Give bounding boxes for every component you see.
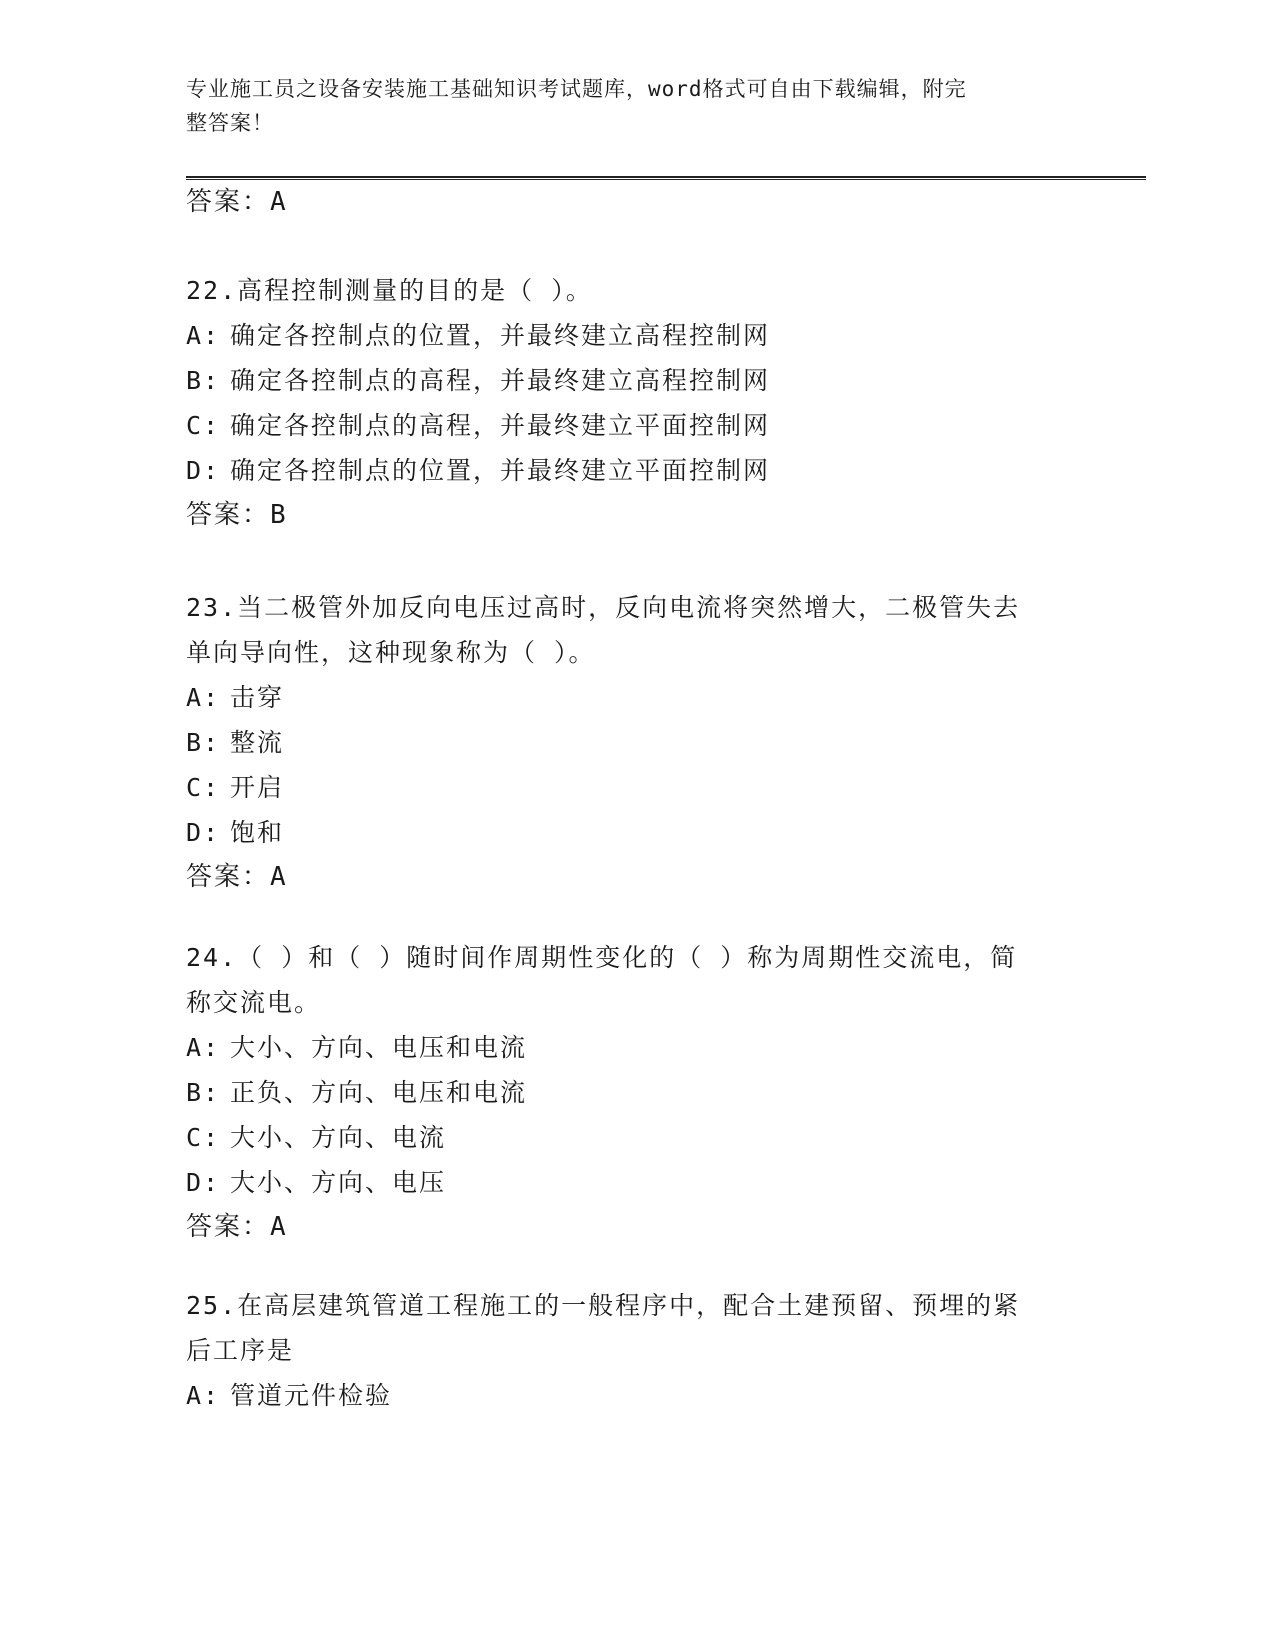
question-text-cont: 单向导向性，这种现象称为（ ）。 [186, 638, 596, 667]
answer-line [186, 180, 1086, 225]
option-letter: A: [186, 683, 221, 712]
option-text: 确定各控制点的高程，并最终建立高程控制网 [230, 366, 771, 395]
option-letter: B: [186, 366, 221, 395]
answer-value: A [270, 187, 288, 217]
answer-line [186, 1205, 1086, 1250]
option-b [186, 358, 1086, 403]
option-letter: D: [186, 818, 221, 847]
question-text-cont: 称交流电。 [186, 988, 322, 1017]
option-letter: C: [186, 411, 221, 440]
document-header [186, 72, 1066, 140]
option-d [186, 810, 1086, 855]
option-letter: B: [186, 728, 221, 757]
option-text: 确定各控制点的位置，并最终建立平面控制网 [230, 456, 771, 485]
question-text: 24.（ ）和（ ）随时间作周期性变化的（ ）称为周期性交流电，简 [186, 943, 1018, 972]
option-text: 击穿 [230, 683, 285, 712]
option-letter: C: [186, 773, 221, 802]
option-text: 整流 [230, 728, 285, 757]
option-letter: A: [186, 321, 221, 350]
answer-label: 答案： [186, 500, 271, 530]
option-letter: C: [186, 1123, 221, 1152]
answer-value: A [270, 862, 288, 892]
option-text: 大小、方向、电压 [230, 1168, 447, 1197]
header-line-1: 专业施工员之设备安装施工基础知识考试题库，word格式可自由下载编辑，附完 [186, 77, 967, 101]
option-d [186, 1160, 1086, 1205]
question-text-cont: 后工序是 [186, 1336, 295, 1365]
option-text: 大小、方向、电流 [230, 1123, 447, 1152]
option-c [186, 403, 1086, 448]
option-text: 正负、方向、电压和电流 [230, 1078, 528, 1107]
question-text: 22.高程控制测量的目的是（ ）。 [186, 276, 593, 305]
option-text: 饱和 [230, 818, 285, 847]
answer-value: A [270, 1212, 288, 1242]
answer-label: 答案： [186, 1212, 271, 1242]
question-text: 25.在高层建筑管道工程施工的一般程序中，配合土建预留、预埋的紧 [186, 1291, 1021, 1320]
question-25 [186, 1283, 1086, 1418]
option-b [186, 720, 1086, 765]
option-c [186, 765, 1086, 810]
answer-label: 答案： [186, 187, 271, 217]
previous-answer [186, 180, 1086, 225]
option-b [186, 1070, 1086, 1115]
question-text: 23.当二极管外加反向电压过高时，反向电流将突然增大，二极管失去 [186, 593, 1021, 622]
option-letter: A: [186, 1381, 221, 1410]
option-c [186, 1115, 1086, 1160]
option-a [186, 1373, 1086, 1418]
option-text: 大小、方向、电压和电流 [230, 1033, 528, 1062]
option-letter: D: [186, 456, 221, 485]
option-d [186, 448, 1086, 493]
option-text: 确定各控制点的高程，并最终建立平面控制网 [230, 411, 771, 440]
answer-label: 答案： [186, 862, 271, 892]
option-text: 管道元件检验 [230, 1381, 393, 1410]
question-24 [186, 935, 1086, 1250]
answer-line [186, 855, 1086, 900]
header-line-2: 整答案！ [186, 111, 274, 135]
answer-line [186, 493, 1086, 538]
option-text: 开启 [230, 773, 285, 802]
question-23 [186, 585, 1086, 900]
question-22 [186, 268, 1086, 538]
option-text: 确定各控制点的位置，并最终建立高程控制网 [230, 321, 771, 350]
option-letter: A: [186, 1033, 221, 1062]
option-a [186, 675, 1086, 720]
option-a [186, 1025, 1086, 1070]
option-a [186, 313, 1086, 358]
answer-value: B [270, 500, 288, 530]
option-letter: B: [186, 1078, 221, 1107]
option-letter: D: [186, 1168, 221, 1197]
